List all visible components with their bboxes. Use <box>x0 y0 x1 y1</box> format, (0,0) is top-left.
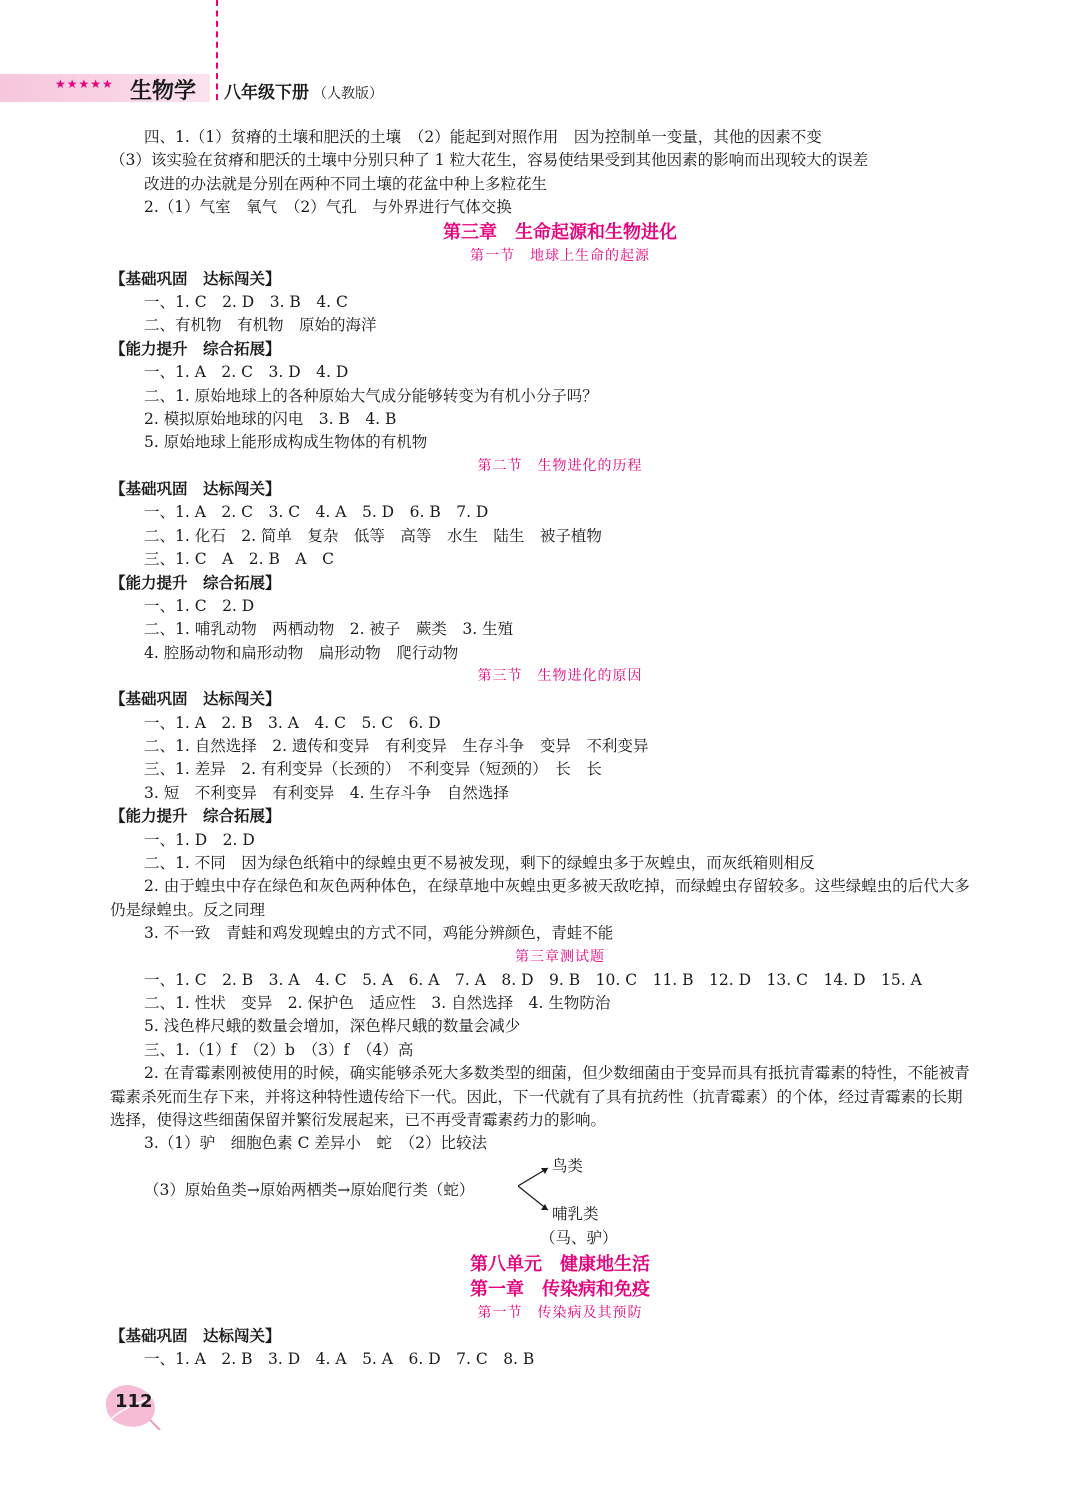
grade-label: 八年级下册 <box>224 83 309 103</box>
branch-arrows <box>518 1162 552 1218</box>
header-stars: ★★★★★ <box>55 77 114 91</box>
text-line: 二、1. 不同 因为绿色纸箱中的绿蝗虫更不易被发现，剩下的绿蝗虫多于灰蝗虫，而灰纸箱则相反 <box>144 853 815 872</box>
edition-label: （人教版） <box>313 86 383 102</box>
text-line: 一、1. A 2. C 3. C 4. A 5. D 6. B 7. D <box>144 503 489 522</box>
text-line: （3）该实验在贫瘠和肥沃的土壤中分别只种了 1 粒大花生，容易使结果受到其他因素的影响而出现较大的误差 <box>110 151 869 170</box>
branch-mammals: 哺乳类 <box>552 1204 599 1223</box>
text-line: 3. 不一致 青蛙和鸡发现蝗虫的方式不同，鸡能分辨颜色，青蛙不能 <box>144 924 614 943</box>
text-line: 一、1. A 2. B 3. D 4. A 5. A 6. D 7. C 8. B <box>144 1350 535 1369</box>
evolution-tree <box>110 1156 970 1247</box>
text-line: 5. 原始地球上能形成构成生物体的有机物 <box>144 433 428 452</box>
header-dashed-divider <box>216 0 218 100</box>
text-line: 二、1. 化石 2. 简单 复杂 低等 高等 水生 陆生 被子植物 <box>144 526 602 545</box>
text-line: 二、有机物 有机物 原始的海洋 <box>144 316 377 335</box>
exercise-tag: 【基础巩固 达标闯关】 <box>110 479 281 498</box>
text-line: 3. 短 不利变异 有利变异 4. 生存斗争 自然选择 <box>144 783 509 802</box>
section-title: 第一节 地球上生命的起源 <box>470 247 650 264</box>
text-line: 二、1. 性状 变异 2. 保护色 适应性 3. 自然选择 4. 生物防治 <box>144 994 611 1012</box>
evolution-tree-root: （3）原始鱼类→原始两栖类→原始爬行类（蛇） <box>144 1180 475 1199</box>
text-line: 一、1. A 2. C 3. D 4. D <box>144 363 349 382</box>
exercise-tag: 【能力提升 综合拓展】 <box>110 807 281 826</box>
text-line: 2.（1）气室 氧气 （2）气孔 与外界进行气体交换 <box>144 198 512 217</box>
text-line: 一、1. D 2. D <box>144 830 255 849</box>
text-line: 一、1. A 2. B 3. A 4. C 5. C 6. D <box>144 713 441 732</box>
section-title: 第三章测试题 <box>515 948 605 965</box>
section-title: 第一节 传染病及其预防 <box>477 1304 643 1321</box>
text-line: 一、1. C 2. B 3. A 4. C 5. A 6. A 7. A 8. D 9. B 10. C 11. B 12. D 13. C 14. D 15. A <box>144 970 922 989</box>
answer-content <box>110 126 970 1372</box>
text-line: 一、1. C 2. D <box>144 596 255 615</box>
section-title: 第二节 生物进化的历程 <box>477 457 643 474</box>
text-line: 三、1. 差异 2. 有利变异（长颈的） 不利变异（短颈的） 长 长 <box>144 760 602 779</box>
section-title: 第三节 生物进化的原因 <box>477 668 643 685</box>
subject-title: 生物学 <box>130 79 197 104</box>
grade-title <box>224 78 383 103</box>
text-line: 5. 浅色桦尺蛾的数量会增加，深色桦尺蛾的数量会减少 <box>144 1017 521 1036</box>
branch-mammals-examples: （马、驴） <box>540 1228 618 1247</box>
text-line: 3.（1）驴 细胞色素 C 差异小 蛇 （2）比较法 <box>144 1134 487 1153</box>
branch-birds: 鸟类 <box>552 1156 584 1175</box>
text-paragraph: 2. 由于蝗虫中存在绿色和灰色两种体色，在绿草地中灰蝗虫更多被天敌吃掉，而绿蝗虫存留较多。这些绿蝗虫的后代大多仍是绿蝗虫。反之同理 <box>110 877 970 919</box>
exercise-tag: 【基础巩固 达标闯关】 <box>110 690 281 709</box>
text-line: 一、1. C 2. D 3. B 4. C <box>144 293 348 312</box>
text-line: 二、1. 原始地球上的各种原始大气成分能够转变为有机小分子吗？ <box>144 386 598 405</box>
text-line: 改进的办法就是分别在两种不同土壤的花盆中种上多粒花生 <box>144 174 548 193</box>
chapter-title: 第一章 传染病和免疫 <box>470 1278 650 1300</box>
text-line: 4. 腔肠动物和扁形动物 扁形动物 爬行动物 <box>144 643 459 662</box>
exercise-tag: 【基础巩固 达标闯关】 <box>110 269 281 288</box>
exercise-tag: 【能力提升 综合拓展】 <box>110 339 281 358</box>
exercise-tag: 【能力提升 综合拓展】 <box>110 573 281 592</box>
page-number: 112 <box>115 1391 153 1412</box>
chapter-title: 第三章 生命起源和生物进化 <box>443 221 677 243</box>
text-line: 三、1.（1）f （2）b （3）f （4）高 <box>144 1040 414 1059</box>
text-line: 三、1. C A 2. B A C <box>144 550 334 569</box>
text-line: 2. 模拟原始地球的闪电 3. B 4. B <box>144 410 397 429</box>
text-line: 二、1. 自然选择 2. 遗传和变异 有利变异 生存斗争 变异 不利变异 <box>144 736 649 755</box>
text-line: 四、1.（1）贫瘠的土壤和肥沃的土壤 （2）能起到对照作用 因为控制单一变量，其他的因素不变 <box>144 128 822 146</box>
unit-title: 第八单元 健康地生活 <box>470 1253 650 1275</box>
text-line: 二、1. 哺乳动物 两栖动物 2. 被子 蕨类 3. 生殖 <box>144 620 514 639</box>
exercise-tag: 【基础巩固 达标闯关】 <box>110 1326 281 1345</box>
text-paragraph: 2. 在青霉素刚被使用的时候，确实能够杀死大多数类型的细菌，但少数细菌由于变异而具有抵抗青霉素的特性，不能被青霉素杀死而生存下来，并将这种特性遗传给下一代。因此，下一代就有了具有抗药性（抗青霉素）的个体，经过青霉素的长期选择，使得这些细菌保留并繁衍发展起来，已不再受青霉素药力的影响。 <box>110 1064 970 1130</box>
